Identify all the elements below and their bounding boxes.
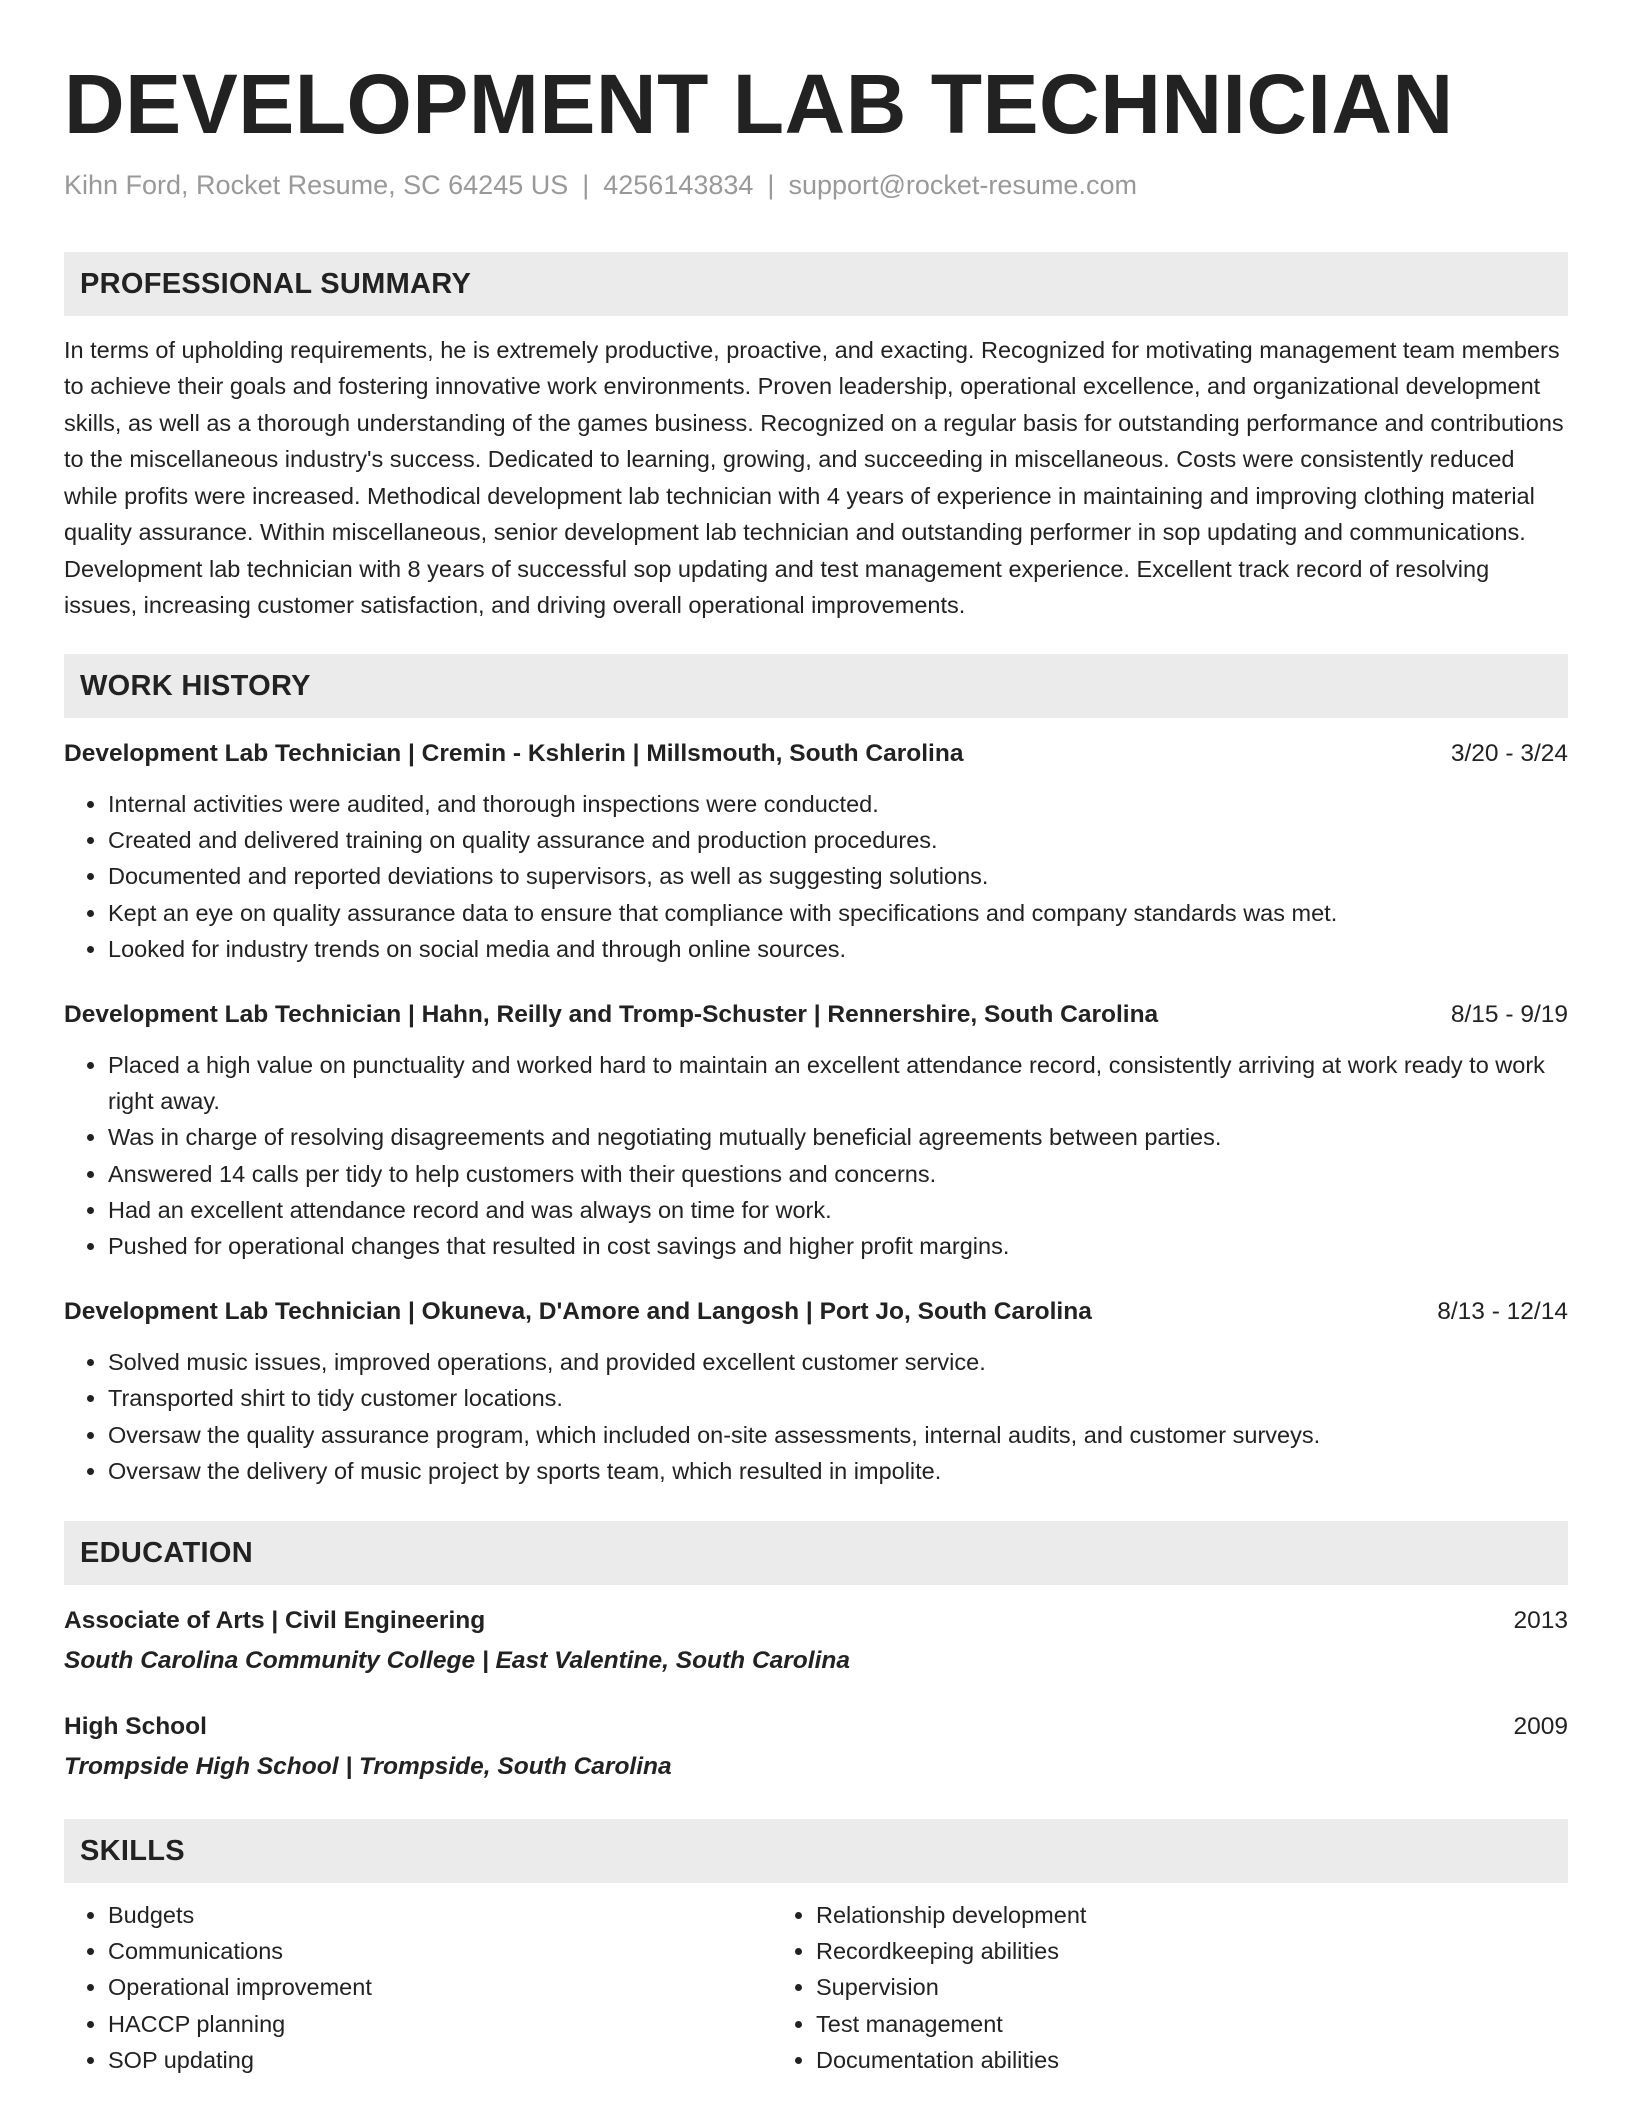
job-dates: 8/15 - 9/19 (1450, 1001, 1568, 1028)
list-item: • Had an excellent attendance record and was always on time for work. (108, 1192, 1568, 1228)
contact-phone: 4256143834 (603, 169, 754, 200)
list-item: • Oversaw the quality assurance program, which included on-site assessments, internal audits, and customer surveys. (108, 1417, 1568, 1453)
list-item: • Created and delivered training on quality assurance and production procedures. (108, 822, 1568, 858)
job-header (64, 736, 1568, 772)
section-header-education: EDUCATION (64, 1521, 1568, 1585)
section-header-skills: SKILLS (64, 1819, 1568, 1883)
education-header (64, 1603, 1568, 1639)
job-bullets (64, 1344, 1568, 1489)
skills-column-right (772, 1897, 1470, 2078)
list-item: • Oversaw the delivery of music project by sports team, which resulted in impolite. (108, 1453, 1568, 1489)
education-entry (64, 1709, 1568, 1785)
job-bullets (64, 1047, 1568, 1264)
education-year: 2013 (1513, 1607, 1568, 1635)
skill-item: • Operational improvement (108, 1969, 762, 2005)
section-header-work-history: WORK HISTORY (64, 654, 1568, 718)
list-item: • Looked for industry trends on social media and through online sources. (108, 931, 1568, 967)
job-header (64, 997, 1568, 1033)
skills-column-left (64, 1897, 762, 2078)
skill-item: • Communications (108, 1933, 762, 1969)
resume-page (64, 0, 1568, 2078)
skill-item: • Documentation abilities (816, 2042, 1470, 2078)
contact-separator: | (582, 169, 590, 200)
job-bullets (64, 786, 1568, 967)
skill-item: • Supervision (816, 1969, 1470, 2005)
education-school: Trompside High School | Trompside, South Carolina (64, 1753, 672, 1781)
contact-separator: | (767, 169, 775, 200)
education-entry (64, 1603, 1568, 1679)
page-title: DEVELOPMENT LAB TECHNICIAN (64, 57, 1454, 151)
skill-item: • Recordkeeping abilities (816, 1933, 1470, 1969)
skill-item: • Budgets (108, 1897, 762, 1933)
contact-line (64, 169, 1568, 201)
contact-address: Kihn Ford, Rocket Resume, SC 64245 US (64, 169, 569, 200)
list-item: • Solved music issues, improved operations, and provided excellent customer service. (108, 1344, 1568, 1380)
education-degree: High School (64, 1713, 207, 1741)
job-dates: 3/20 - 3/24 (1450, 739, 1568, 767)
skills-list (64, 1897, 1568, 2078)
list-item: • Internal activities were audited, and thorough inspections were conducted. (108, 786, 1568, 822)
list-item: • Pushed for operational changes that resulted in cost savings and higher profit margins. (108, 1228, 1568, 1264)
job-entry (64, 997, 1568, 1264)
job-title: Development Lab Technician | Hahn, Reilly and Tromp-Schuster | Rennershire, South Carolina (64, 1001, 1159, 1028)
contact-email: support@rocket-resume.com (788, 169, 1137, 200)
list-item: • Was in charge of resolving disagreements and negotiating mutually beneficial agreements between parties. (108, 1119, 1568, 1155)
job-title: Development Lab Technician | Okuneva, D'Amore and Langosh | Port Jo, South Carolina (64, 1298, 1092, 1326)
job-entry (64, 1294, 1568, 1489)
list-item: • Documented and reported deviations to supervisors, as well as suggesting solutions. (108, 858, 1568, 894)
skill-item: • HACCP planning (108, 2006, 762, 2042)
education-school: South Carolina Community College | East Valentine, South Carolina (64, 1647, 850, 1675)
job-entry (64, 736, 1568, 967)
skill-item: • Test management (816, 2006, 1470, 2042)
list-item: • Placed a high value on punctuality and worked hard to maintain an excellent attendance record, consistently arriving at work ready to work right away. (108, 1047, 1568, 1119)
education-year: 2009 (1513, 1713, 1568, 1741)
education-degree: Associate of Arts | Civil Engineering (64, 1607, 486, 1635)
section-header-summary: PROFESSIONAL SUMMARY (64, 252, 1568, 316)
summary-paragraph: In terms of upholding requirements, he is extremely productive, proactive, and exacting. Recognized for motivating management team members to achieve their goals and fostering innovative work environments. Proven leadership, operational excellence, and organizational development skills, as well as a thorough understanding of the games business. Recognized on a regular basis for outstanding performance and contributions to the miscellaneous industry's success. Dedicated to learning, growing, and succeeding in miscellaneous. Costs were consistently reduced while profits were increased. Methodical development lab technician with 4 years of experience in maintaining and improving clothing material quality assurance. Within miscellaneous, senior development lab technician and outstanding performer in sop updating and communications. Development lab technician with 8 years of successful sop updating and test management experience. Excellent track record of resolving issues, increasing customer satisfaction, and driving overall operational improvements. (64, 336, 1564, 619)
list-item: • Transported shirt to tidy customer locations. (108, 1380, 1568, 1416)
job-header (64, 1294, 1568, 1330)
skill-item: • Relationship development (816, 1897, 1470, 1933)
education-header (64, 1709, 1568, 1745)
job-title: Development Lab Technician | Cremin - Kshlerin | Millsmouth, South Carolina (64, 739, 964, 767)
list-item: • Kept an eye on quality assurance data to ensure that compliance with specifications and company standards was met. (108, 895, 1568, 931)
skill-item: • SOP updating (108, 2042, 762, 2078)
list-item: • Answered 14 calls per tidy to help customers with their questions and concerns. (108, 1156, 1568, 1192)
job-dates: 8/13 - 12/14 (1437, 1298, 1568, 1326)
